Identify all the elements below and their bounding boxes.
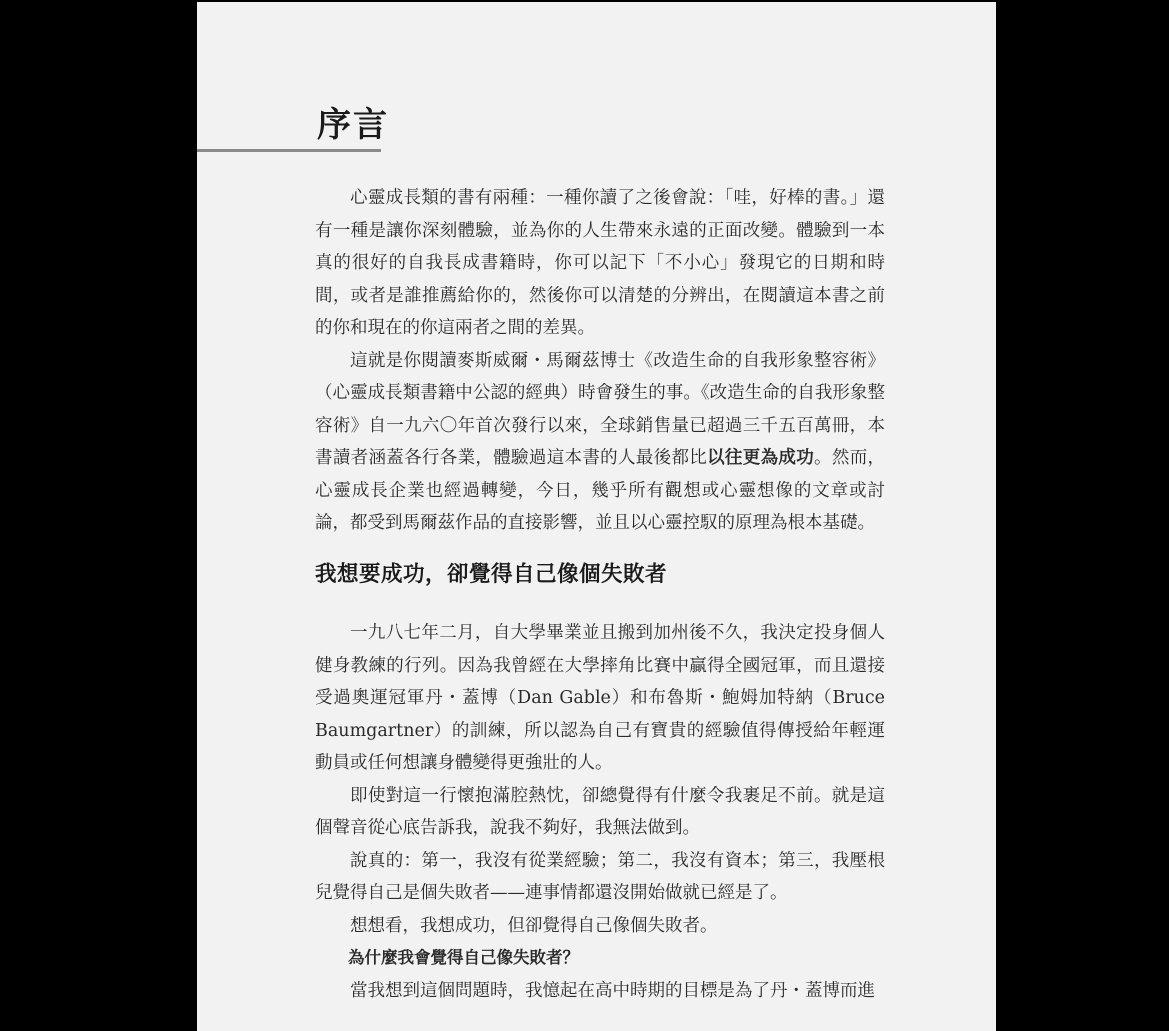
intro-body	[315, 182, 885, 540]
section-paragraph-3: 說真的：第一，我沒有從業經驗；第二，我沒有資本；第三，我壓根兒覺得自己是個失敗者——連事情都還沒開始做就已經是了。	[315, 850, 885, 903]
intro-paragraph-1: 心靈成長類的書有兩種：一種你讀了之後會說：「哇，好棒的書。」還有一種是讓你深刻體驗，並為你的人生帶來永遠的正面改變。體驗到一本真的很好的自我長成書籍時，你可以記下「不小心」發現它的日期和時間，或者是誰推薦給你的，然後你可以清楚的分辨出，在閱讀這本書之前的你和現在的你這兩者之間的差異。	[315, 188, 885, 338]
section-question: 為什麼我會覺得自己像失敗者？	[348, 948, 579, 967]
chapter-title: 序言	[317, 105, 389, 145]
intro-paragraph-2-text-b: 。然而，心靈成長企業也經過轉變，今日，幾乎所有觀想或心靈想像的文章或討論，都受到馬爾茲作品的直接影響，並且以心靈控馭的原理為根本基礎。	[315, 448, 886, 533]
intro-paragraph-2-bold: 以往更為成功	[707, 448, 815, 468]
section-paragraph-6: 當我想到這個問題時，我憶起在高中時期的目標是為了丹・蓋博而進	[350, 980, 875, 1001]
intro-paragraph-2	[315, 345, 885, 540]
book-page	[197, 2, 996, 1031]
section-paragraph-4: 想想看，我想成功，但卻覺得自己像個失敗者。	[350, 915, 718, 936]
section-paragraph-2: 即使對這一行懷抱滿腔熱忱，卻總覺得有什麼令我裹足不前。就是這個聲音從心底告訴我，說我不夠好，我無法做到。	[315, 785, 885, 838]
intro-paragraph-2-text-a: 這就是你閱讀麥斯威爾・馬爾茲博士《改造生命的自我形象整容術》（心靈成長類書籍中公認的經典）時會發生的事。《改造生命的自我形象整容術》自一九六〇年首次發行以來，全球銷售量已超過三千五百萬冊，本書讀者涵蓋各行各業，體驗過這本書的人最後都比	[315, 350, 885, 468]
section-body	[315, 617, 885, 1007]
title-underline-rule	[197, 149, 381, 152]
section-heading: 我想要成功，卻覺得自己像個失敗者	[315, 562, 668, 587]
section-paragraph-1: 一九八七年二月，自大學畢業並且搬到加州後不久，我決定投身個人健身教練的行列。因為我曾經在大學摔角比賽中贏得全國冠軍，而且還接受過奧運冠軍丹・蓋博（Dan Gable）和布魯斯・鮑姆加特納（Bruce Baumgartner）的訓練，所以認為自己有寶貴的經驗值得傳授給年輕運動員或任何想讓身體變得更強壯的人。	[315, 623, 885, 773]
